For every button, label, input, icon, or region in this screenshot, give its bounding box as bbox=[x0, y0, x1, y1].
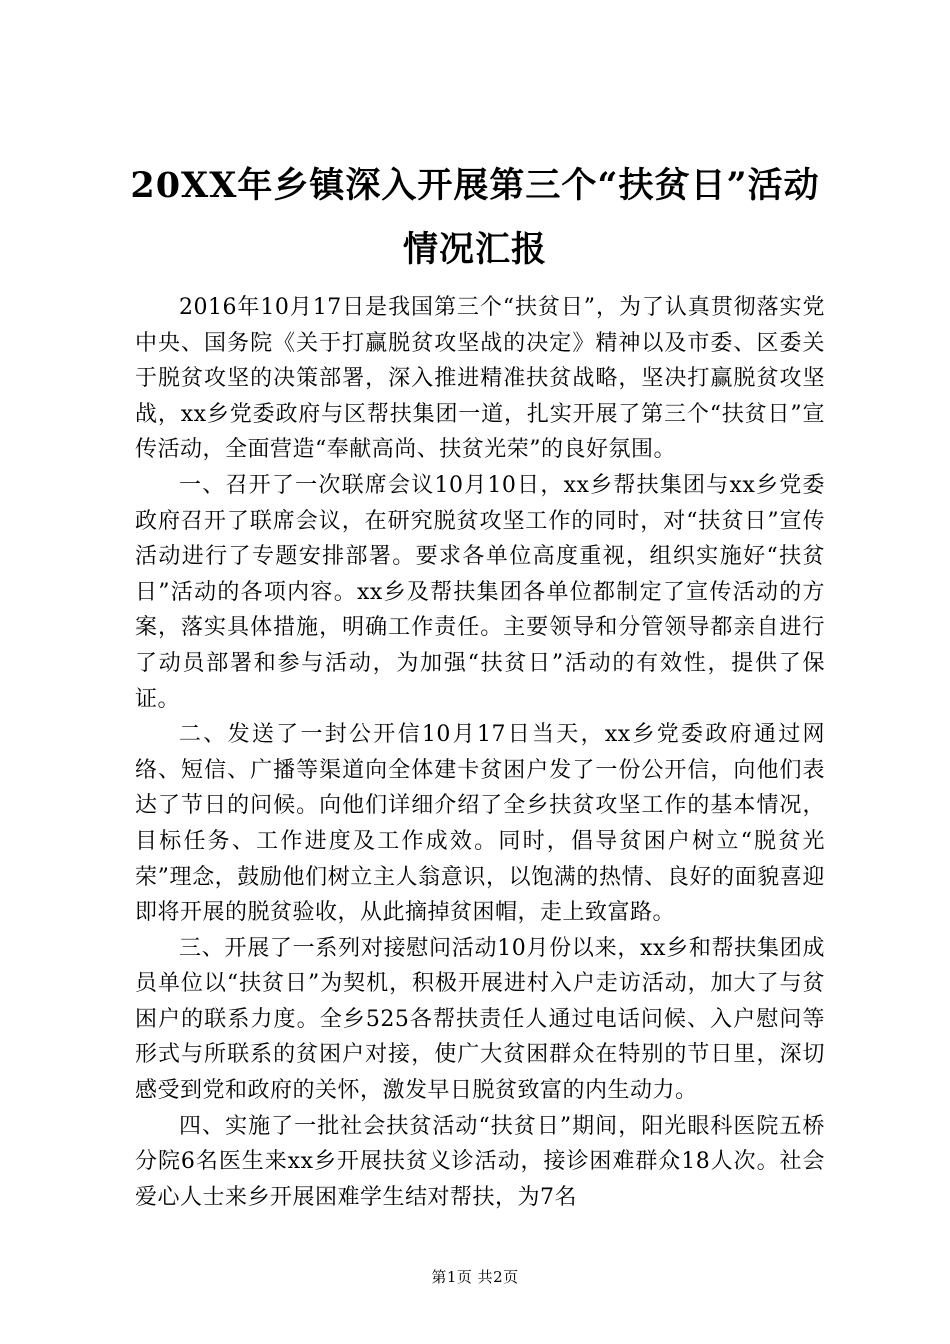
paragraph-section-4: 四、实施了一批社会扶贫活动“扶贫日”期间，阳光眼科医院五桥分院6名医生来xx乡开展扶贫义诊活动，接诊困难群众18人次。社会爱心人士来乡开展困难学生结对帮扶，为7名 bbox=[135, 1113, 825, 1210]
paragraph-section-1: 一、召开了一次联席会议10月10日，xx乡帮扶集团与xx乡党委政府召开了联席会议，在研究脱贫攻坚工作的同时，对“扶贫日”宣传活动进行了专题安排部署。要求各单位高度重视，组织实施好“扶贫日”活动的各项内容。xx乡及帮扶集团各单位都制定了宣传活动的方案，落实具体措施，明确工作责任。主要领导和分管领导都亲自进行了动员部署和参与活动，为加强“扶贫日”活动的有效性，提供了保证。 bbox=[135, 472, 825, 712]
document-body bbox=[135, 290, 825, 1215]
paragraph-section-3: 三、开展了一系列对接慰问活动10月份以来，xx乡和帮扶集团成员单位以“扶贫日”为契机，积极开展进村入户走访活动，加大了与贫困户的联系力度。全乡525各帮扶责任人通过电话问候、入户慰问等形式与所联系的贫困户对接，使广大贫困群众在特别的节日里，深切感受到党和政府的关怀，激发早日脱贫致富的内生动力。 bbox=[135, 935, 825, 1104]
paragraph-section-2: 二、发送了一封公开信10月17日当天，xx乡党委政府通过网络、短信、广播等渠道向全体建卡贫困户发了一份公开信，向他们表达了节日的问候。向他们详细介绍了全乡扶贫攻坚工作的基本情况，目标任务、工作进度及工作成效。同时，倡导贫困户树立“脱贫光荣”理念，鼓励他们树立主人翁意识，以饱满的热情、良好的面貌喜迎即将开展的脱贫验收，从此摘掉贫困帽，走上致富路。 bbox=[135, 722, 825, 926]
document-title-line-2: 情况汇报 bbox=[402, 229, 547, 270]
document-title-line-1: 20XX年乡镇深入开展第三个“扶贫日”活动 bbox=[130, 165, 820, 206]
paragraph-intro: 2016年10月17日是我国第三个“扶贫日”，为了认真贯彻落实党中央、国务院《关于打赢脱贫攻坚战的决定》精神以及市委、区委关于脱贫攻坚的决策部署，深入推进精准扶贫战略，坚决打赢脱贫攻坚战，xx乡党委政府与区帮扶集团一道，扎实开展了第三个“扶贫日”宣传活动，全面营造“奉献高尚、扶贫光荣”的良好氛围。 bbox=[135, 295, 825, 463]
page-number-footer: 第1页 共2页 bbox=[431, 1268, 519, 1286]
